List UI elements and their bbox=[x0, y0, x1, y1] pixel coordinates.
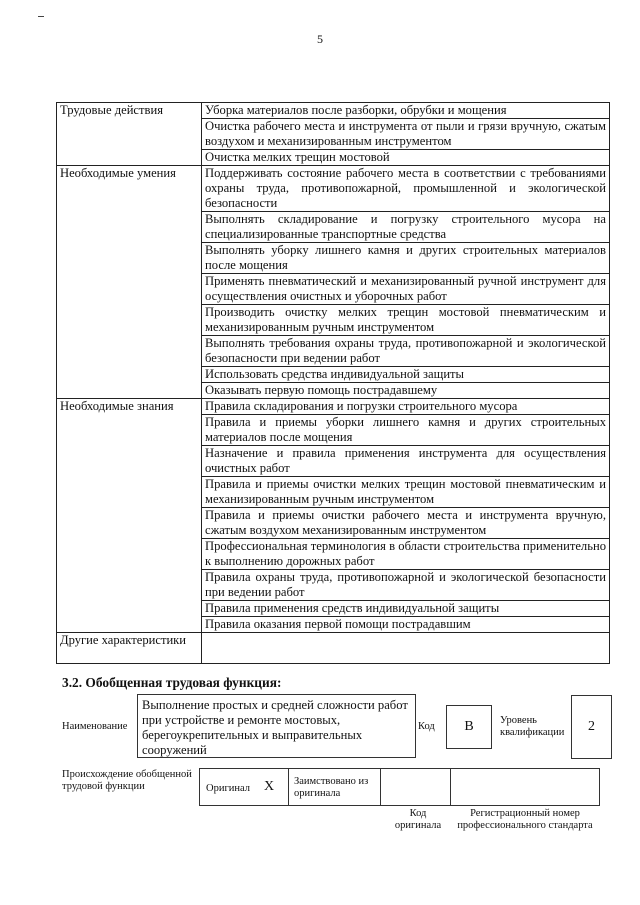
row-item: Производить очистку мелких трещин мостовой пневматическим и механизированным ручным инструментом bbox=[202, 305, 610, 336]
borrowed-label: Заимствовано из оригинала bbox=[294, 776, 369, 799]
row-category: Трудовые действия bbox=[57, 103, 202, 166]
table-row bbox=[57, 633, 610, 664]
row-item: Поддерживать состояние рабочего места в соответствии с требованиями охраны труда, противопожарной, промышленной и экологической безопасности bbox=[202, 166, 610, 212]
table-row bbox=[57, 399, 610, 415]
scan-mark bbox=[38, 16, 44, 17]
row-item: Правила и приемы очистки мелких трещин мостовой пневматическим и механизированным ручным инструментом bbox=[202, 477, 610, 508]
name-label: Наименование bbox=[62, 721, 128, 732]
row-item: Профессиональная терминология в области строительства применительно к выполнению дорожных работ bbox=[202, 539, 610, 570]
original-label: Оригинал bbox=[206, 783, 250, 794]
row-item: Правила оказания первой помощи пострадавшим bbox=[202, 617, 610, 633]
row-item: Очистка мелких трещин мостовой bbox=[202, 150, 610, 166]
code-value: B bbox=[464, 719, 474, 734]
row-item: Выполнять уборку лишнего камня и других строительных материалов после мощения bbox=[202, 243, 610, 274]
origin-table bbox=[199, 768, 600, 806]
row-item: Уборка материалов после разборки, обрубки и мощения bbox=[202, 103, 610, 119]
row-item bbox=[202, 633, 610, 664]
level-value-box bbox=[571, 695, 612, 759]
level-label: Уровень квалификации bbox=[500, 715, 565, 738]
code-original-caption: Код оригинала bbox=[394, 808, 442, 831]
table-row bbox=[57, 103, 610, 119]
competency-table bbox=[56, 102, 610, 664]
reg-number-caption: Регистрационный номер профессионального стандарта bbox=[457, 808, 593, 831]
row-category: Необходимые умения bbox=[57, 166, 202, 399]
section-title: 3.2. Обобщенная трудовая функция: bbox=[62, 675, 282, 690]
code-value-box bbox=[446, 705, 492, 749]
code-label: Код bbox=[418, 721, 435, 732]
row-item: Выполнять складирование и погрузку строительного мусора на специализированные транспортные средства bbox=[202, 212, 610, 243]
row-item: Правила охраны труда, противопожарной и экологической безопасности при ведении работ bbox=[202, 570, 610, 601]
row-item: Использовать средства индивидуальной защиты bbox=[202, 367, 610, 383]
function-name-value: Выполнение простых и средней сложности работ при устройстве и ремонте мостовых, берегоукрепительных и выправительных сооружений bbox=[142, 698, 408, 757]
row-item: Очистка рабочего места и инструмента от пыли и грязи вручную, сжатым воздухом и механизированным инструментом bbox=[202, 119, 610, 150]
row-item: Выполнять требования охраны труда, противопожарной и экологической безопасности при ведении работ bbox=[202, 336, 610, 367]
page-number: 5 bbox=[317, 32, 323, 46]
row-item: Назначение и правила применения инструмента для осуществления очистных работ bbox=[202, 446, 610, 477]
row-item: Правила применения средств индивидуальной защиты bbox=[202, 601, 610, 617]
original-mark: X bbox=[264, 779, 275, 794]
level-value: 2 bbox=[588, 719, 595, 734]
row-item: Правила и приемы уборки лишнего камня и других строительных материалов после мощения bbox=[202, 415, 610, 446]
row-item: Правила складирования и погрузки строительного мусора bbox=[202, 399, 610, 415]
function-name-box bbox=[137, 694, 416, 758]
row-item: Правила и приемы очистки рабочего места и инструмента вручную, сжатым воздухом механизированным инструментом bbox=[202, 508, 610, 539]
origin-label: Происхождение обобщенной трудовой функции bbox=[62, 769, 192, 792]
row-item: Применять пневматический и механизированный ручной инструмент для осуществления очистных и уборочных работ bbox=[202, 274, 610, 305]
row-category: Другие характеристики bbox=[57, 633, 202, 664]
table-row bbox=[57, 166, 610, 212]
row-category: Необходимые знания bbox=[57, 399, 202, 633]
row-item: Оказывать первую помощь пострадавшему bbox=[202, 383, 610, 399]
